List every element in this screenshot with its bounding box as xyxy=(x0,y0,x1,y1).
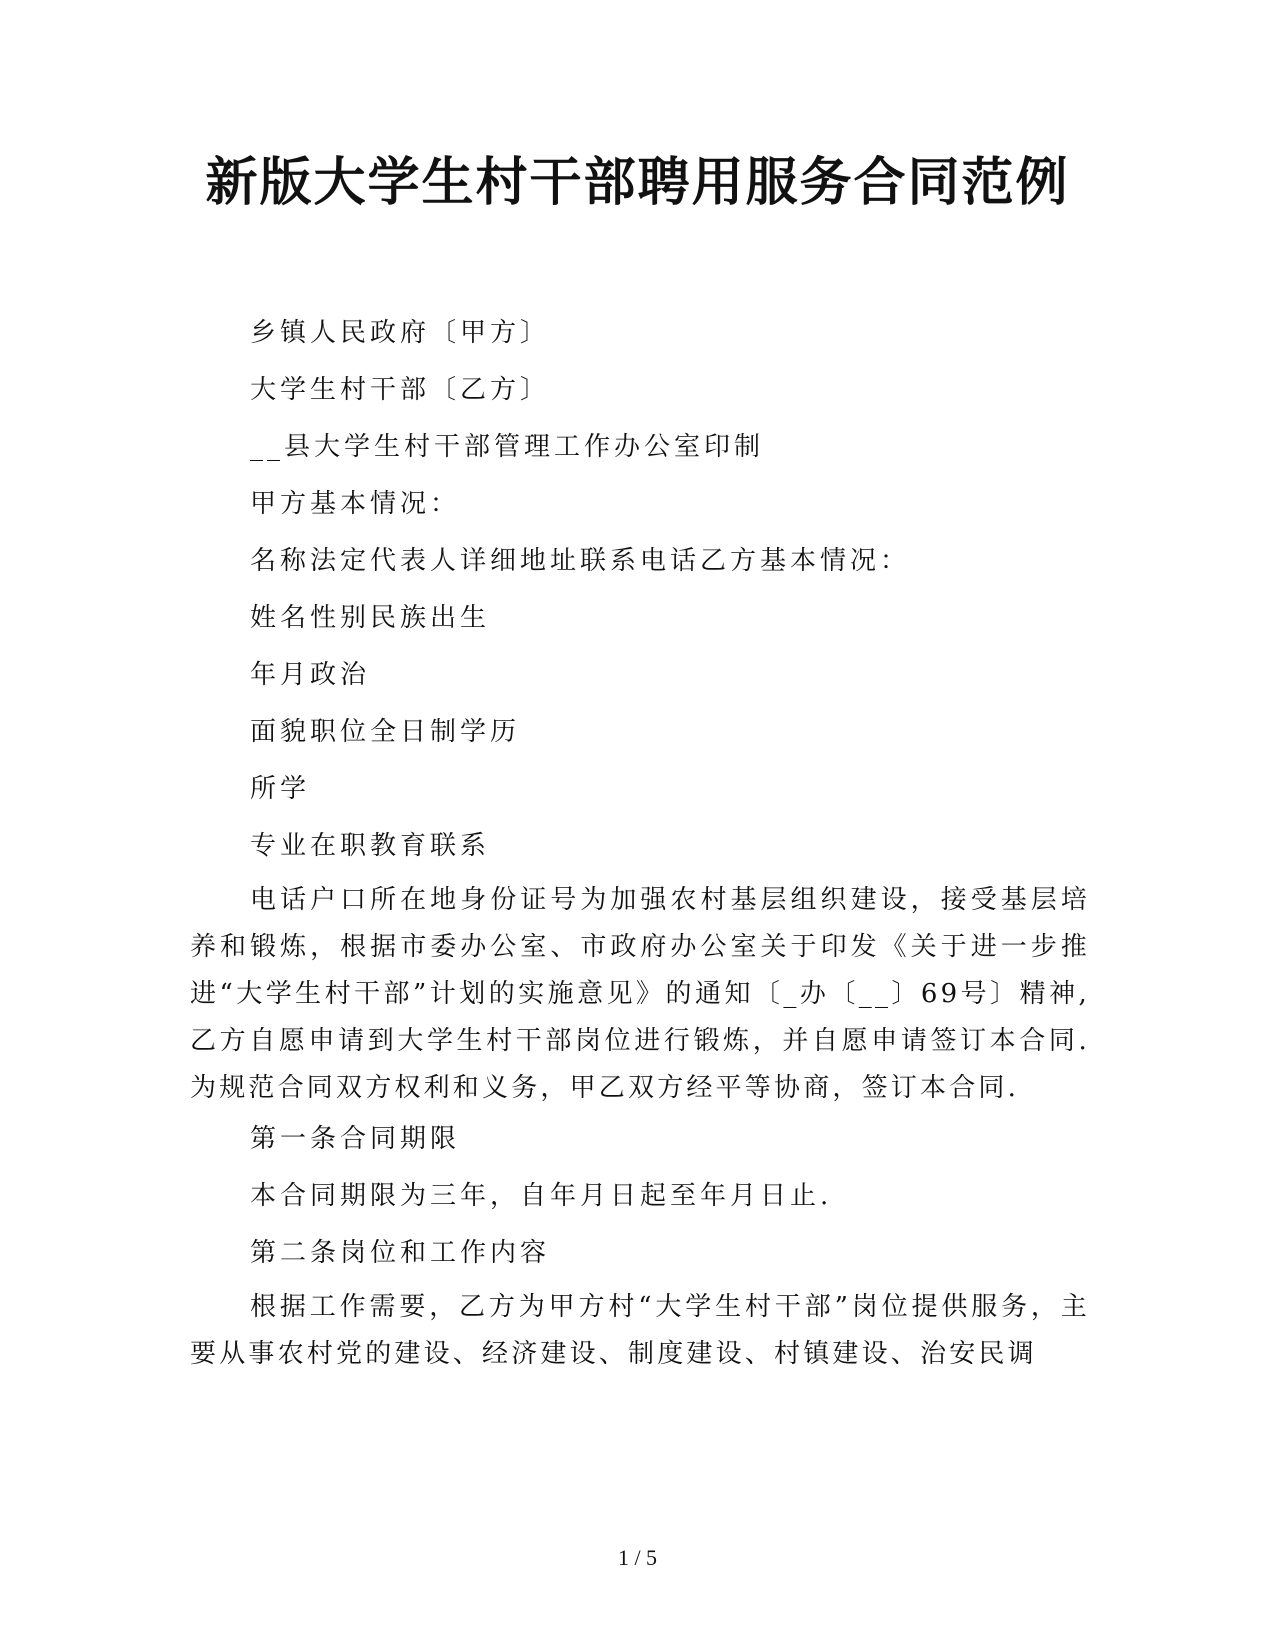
party-a-info-heading: 甲方基本情况： xyxy=(250,489,461,519)
article-1-heading: 第一条合同期限 xyxy=(250,1124,461,1154)
article-2-paragraph: 根据工作需要，乙方为甲方村“大学生村干部”岗位提供服务，主要从事农村党的建设、经济建设、制度建设、村镇建设、治安民调 xyxy=(190,1292,1090,1369)
party-b-fields-line-1: 姓名性别民族出生 xyxy=(250,603,491,633)
party-b-fields-line-5: 专业在职教育联系 xyxy=(250,831,491,861)
article-2-heading: 第二条岗位和工作内容 xyxy=(250,1238,551,1268)
preamble-paragraph: 电话户口所在地身份证号为加强农村基层组织建设，接受基层培养和锻炼，根据市委办公室、市政府办公室关于印发《关于进一步推进“大学生村干部”计划的实施意见》的通知〔_办〔__〕69号〕精神,乙方自愿申请到大学生村干部岗位进行锻炼，并自愿申请签订本合同.为规范合同双方权利和义务，甲乙双方经平等协商，签订本合同. xyxy=(190,885,1090,1103)
party-a-fields-line: 名称法定代表人详细地址联系电话乙方基本情况： xyxy=(250,546,911,576)
page-number: 1 / 5 xyxy=(617,1545,658,1570)
party-b-line: 大学生村干部〔乙方〕 xyxy=(250,375,551,405)
party-b-fields-line-3: 面貌职位全日制学历 xyxy=(250,717,521,747)
party-a-line: 乡镇人民政府〔甲方〕 xyxy=(250,318,551,348)
party-b-fields-line-4: 所学 xyxy=(250,774,311,804)
article-1-text: 本合同期限为三年，自年月日起至年月日止. xyxy=(250,1181,833,1211)
party-b-fields-line-2: 年月政治 xyxy=(250,660,371,690)
printer-line: __县大学生村干部管理工作办公室印制 xyxy=(250,432,765,462)
document-title: 新版大学生村干部聘用服务合同范例 xyxy=(205,152,1070,213)
